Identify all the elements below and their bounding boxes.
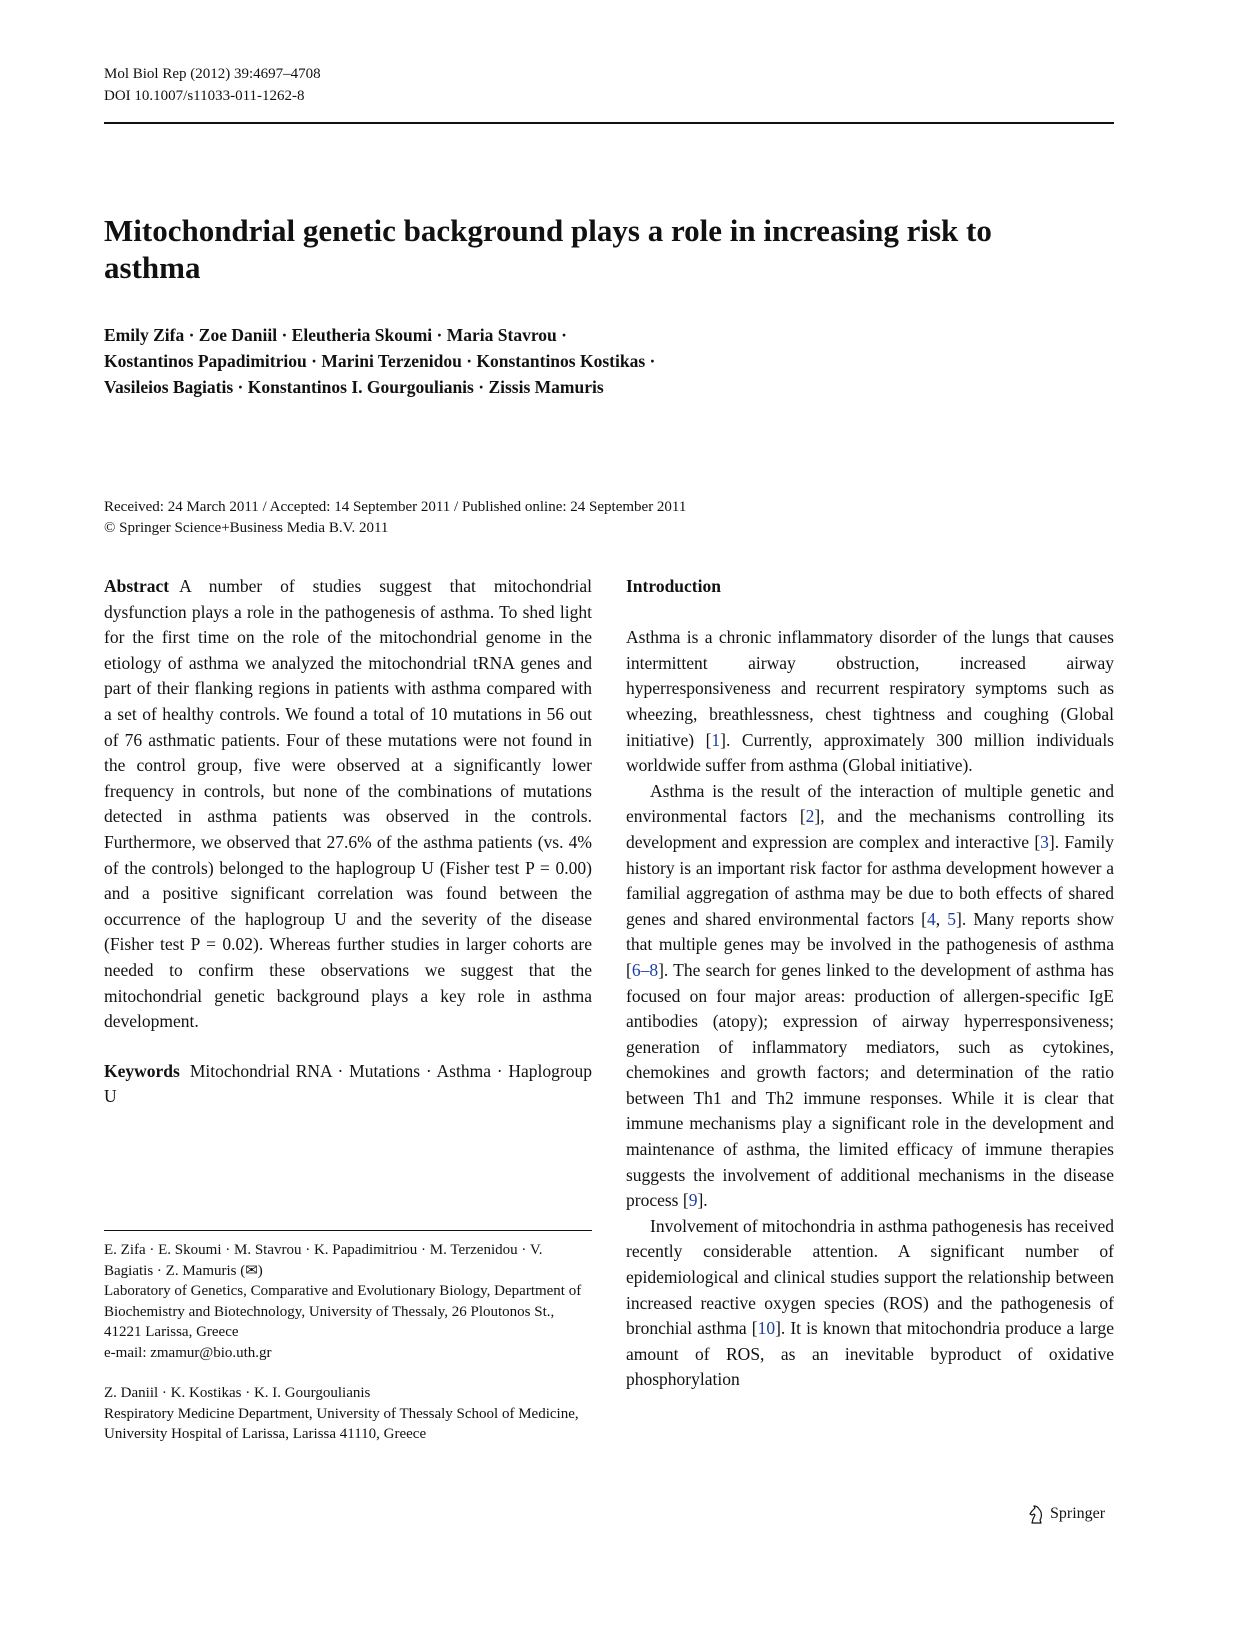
citation-link[interactable]: 10 xyxy=(757,1318,776,1339)
publisher-name: Springer xyxy=(1050,1505,1106,1522)
citation-link[interactable]: 2 xyxy=(805,806,815,827)
keywords-text: Mitochondrial RNA · Mutations · Asthma · Haplogroup U xyxy=(104,1060,592,1107)
date-history: Received: 24 March 2011 / Accepted: 14 September 2011 / Published online: 24 September 2011 xyxy=(104,499,687,515)
keywords xyxy=(104,1059,592,1110)
doi: DOI 10.1007/s11033-011-1262-8 xyxy=(104,88,305,104)
author-line: Emily Zifa · Zoe Daniil · Eleutheria Skoumi · Maria Stavrou · xyxy=(104,325,567,345)
publication-dates xyxy=(104,497,1114,539)
footnote-rule xyxy=(104,1230,592,1231)
citation-link[interactable]: 5 xyxy=(947,908,957,929)
abstract xyxy=(104,574,592,1035)
affiliation-1 xyxy=(104,1240,592,1363)
author-line: Kostantinos Papadimitriou · Marini Terzenidou · Konstantinos Kostikas · xyxy=(104,351,656,371)
keywords-label: Keywords xyxy=(104,1060,180,1081)
intro-paragraph-1: Asthma is a chronic inflammatory disorder of the lungs that causes intermittent airway obstruction, increased airway hyperresponsiveness and recurrent respiratory symptoms such as wheezing, breathlessness, chest tightness and coughing (Global initiative) [1]. Currently, approximately 300 million individuals worldwide suffer from asthma (Global initiative). xyxy=(626,627,1114,776)
journal-header xyxy=(104,63,321,107)
section-heading: Introduction xyxy=(626,576,721,596)
copyright: © Springer Science+Business Media B.V. 2011 xyxy=(104,520,389,536)
left-column xyxy=(104,574,592,1110)
affiliation-names: Z. Daniil · K. Kostikas · K. I. Gourgoulianis xyxy=(104,1385,371,1401)
paper-title: Mitochondrial genetic background plays a role in increasing risk to asthma xyxy=(104,213,992,285)
citation-link[interactable]: 1 xyxy=(711,729,721,750)
author-line: Vasileios Bagiatis · Konstantinos I. Gourgoulianis · Zissis Mamuris xyxy=(104,377,604,397)
affiliation-2 xyxy=(104,1383,592,1445)
affiliation-email[interactable]: e-mail: zmamur@bio.uth.gr xyxy=(104,1344,272,1361)
springer-knight-icon xyxy=(1026,1503,1046,1525)
affiliation-institution: Laboratory of Genetics, Comparative and Evolutionary Biology, Department of Biochemistry and Biotechnology, University of Thessaly, 26 Ploutonos St., 41221 Larissa, Greece xyxy=(104,1283,582,1340)
citation-link[interactable]: 6–8 xyxy=(631,959,659,980)
intro-paragraph-2: Asthma is the result of the interaction of multiple genetic and environmental factors [2], and the mechanisms controlling its development and expression are complex and interactive [3]. Family history is an important risk factor for asthma development however a familial aggregation of asthma may be due to both effects of shared genes and shared environmental factors [4, 5]. Many reports show that multiple genes may be involved in the pathogenesis of asthma [6–8]. The search for genes linked to the development of asthma has focused on four major areas: production of allergen-specific IgE antibodies (atopy); expression of airway hyperresponsiveness; generation of inflammatory mediators, such as cytokines, chemokines and growth factors; and determination of the ratio between Th1 and Th2 immune responses. While it is clear that immune mechanisms play a significant role in the development and maintenance of asthma, the limited efficacy of immune therapies suggests the involvement of additional mechanisms in the disease process [9]. xyxy=(626,780,1115,1211)
affiliation-institution: Respiratory Medicine Department, University of Thessaly School of Medicine, University Hospital of Larissa, Larissa 41110, Greece xyxy=(104,1405,579,1442)
right-column xyxy=(626,574,1114,1393)
header-rule xyxy=(104,122,1114,124)
author-list xyxy=(104,322,864,400)
intro-paragraph-3: Involvement of mitochondria in asthma pathogenesis has received recently considerable attention. A significant number of epidemiological and clinical studies support the relationship between increased reactive oxygen species (ROS) and the pathogenesis of bronchial asthma [10]. It is known that mitochondria produce a large amount of ROS, as an inevitable byproduct of oxidative phosphorylation xyxy=(626,1215,1114,1390)
abstract-label: Abstract xyxy=(104,576,170,596)
abstract-text: A number of studies suggest that mitochondrial dysfunction plays a role in the pathogenesis of asthma. To shed light for the first time on the role of the mitochondrial genome in the etiology of asthma we analyzed the mitochondrial tRNA genes and part of their flanking regions in patients with asthma compared with a set of healthy controls. We found a total of 10 mutations in 56 out of 76 asthmatic patients. Four of these mutations were not found in the control group, five were observed at a significantly lower frequency in controls, but none of the combinations of mutations detected in asthma patients was observed in the controls. Furthermore, we observed that 27.6% of the asthma patients (vs. 4% of the controls) belonged to the haplogroup U (Fisher test P = 0.00) and a positive significant correlation was found between the occurrence of the haplogroup U and the severity of the disease (Fisher test P = 0.02). Whereas further studies in larger cohorts are needed to confirm these observations we suggest that the mitochondrial genetic background plays a key role in asthma development. xyxy=(104,576,592,1032)
citation-link[interactable]: 9 xyxy=(688,1190,698,1211)
publisher-logo xyxy=(1026,1502,1105,1526)
citation-link[interactable]: 3 xyxy=(1040,831,1049,852)
citation-link[interactable]: 4 xyxy=(927,908,936,929)
journal-citation: Mol Biol Rep (2012) 39:4697–4708 xyxy=(104,66,321,82)
affiliation-names: E. Zifa · E. Skoumi · M. Stavrou · K. Papadimitriou · M. Terzenidou · V. Bagiatis · Z. Mamuris (✉) xyxy=(104,1242,543,1279)
